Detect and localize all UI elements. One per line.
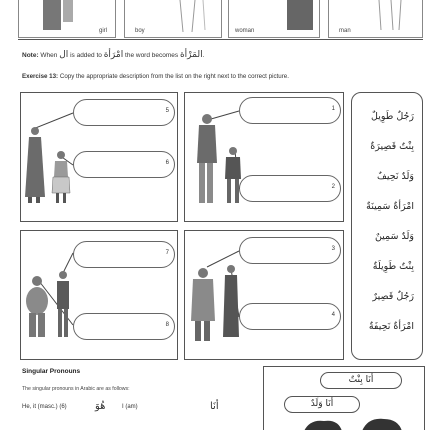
arabic-item-2: بِنْتٌ قَصِيرَةٌ [370, 141, 414, 152]
note-arabic-2: امْرَأة [103, 50, 124, 60]
note-arabic-1: ال [59, 50, 69, 60]
bubble-number: 4 [331, 312, 335, 318]
speech-bubble-ana-walad: أنَا وَلَدٌ [284, 396, 360, 413]
note-end: . [202, 52, 205, 59]
top-picture-box-girl [18, 0, 116, 38]
children-heads-illustration [264, 367, 426, 430]
bubble-number: 2 [331, 184, 335, 190]
speech-illustration-box [263, 366, 425, 430]
note-label: Note: [22, 52, 39, 59]
bubble-number: 1 [331, 106, 335, 112]
arabic-item-3: وَلَدٌ نَحِيفٌ [377, 171, 414, 182]
pronoun-arabic-ana: أنَا [210, 401, 219, 412]
top-label-boy: boy [135, 28, 145, 34]
arabic-item-5: وَلَدٌ سَمِينٌ [374, 231, 414, 242]
pronoun-label-he: He, it (masc.) (6) [22, 404, 67, 410]
top-divider [18, 39, 423, 40]
bubble-number: 7 [165, 250, 169, 256]
top-label-woman: woman [235, 28, 255, 34]
section-title: Singular Pronouns [22, 368, 81, 375]
speech-bubble-ana-bint: أنَا بِنْتٌ [320, 372, 402, 389]
top-label-girl: girl [98, 28, 107, 34]
exercise-label: Exercise 13: [22, 73, 59, 80]
woman-and-girl-illustration [21, 93, 179, 223]
arabic-item-4: امْرَأةٌ سَمِينَةٌ [366, 201, 414, 212]
arabic-item-1: رَجُلٌ طَوِيلٌ [371, 111, 414, 122]
section-description: The singular pronouns in Arabic are as follows: [22, 386, 130, 392]
arabic-item-7: رَجُلٌ قَصِيرٌ [372, 291, 414, 302]
note-line [22, 50, 204, 60]
top-picture-box-woman [228, 0, 320, 38]
picture-panel-2 [184, 92, 344, 222]
note-text-2: is added to [70, 52, 102, 59]
picture-panel-1 [20, 92, 178, 222]
exercise-text: Copy the appropriate description from the list on the right next to the correct picture. [59, 73, 289, 80]
note-text-3: the word becomes [125, 52, 179, 59]
man-and-boy-illustration [185, 93, 345, 223]
pronoun-arabic-huwa: هُوَ [95, 401, 106, 412]
note-arabic-3: المَرْأة [179, 50, 203, 60]
exercise-instruction [22, 73, 289, 80]
bubble-number: 8 [165, 322, 169, 328]
pronoun-label-i: I (am) [122, 404, 138, 410]
picture-panel-4 [184, 230, 344, 360]
note-text-1: When [40, 52, 58, 59]
bubble-number: 5 [165, 108, 169, 114]
picture-panel-3 [20, 230, 178, 360]
top-picture-box-boy [124, 0, 222, 38]
bubble-number: 6 [165, 160, 169, 166]
two-boys-illustration [21, 231, 179, 361]
bubble-number: 3 [331, 246, 335, 252]
arabic-item-6: بِنْتٌ طَوِيلَةٌ [372, 261, 414, 272]
man-and-woman-illustration [185, 231, 345, 361]
top-label-man: man [339, 28, 351, 34]
arabic-description-list [351, 92, 423, 360]
arabic-item-8: امْرَأةٌ نَحِيفَةٌ [368, 321, 414, 332]
top-picture-box-man [328, 0, 423, 38]
